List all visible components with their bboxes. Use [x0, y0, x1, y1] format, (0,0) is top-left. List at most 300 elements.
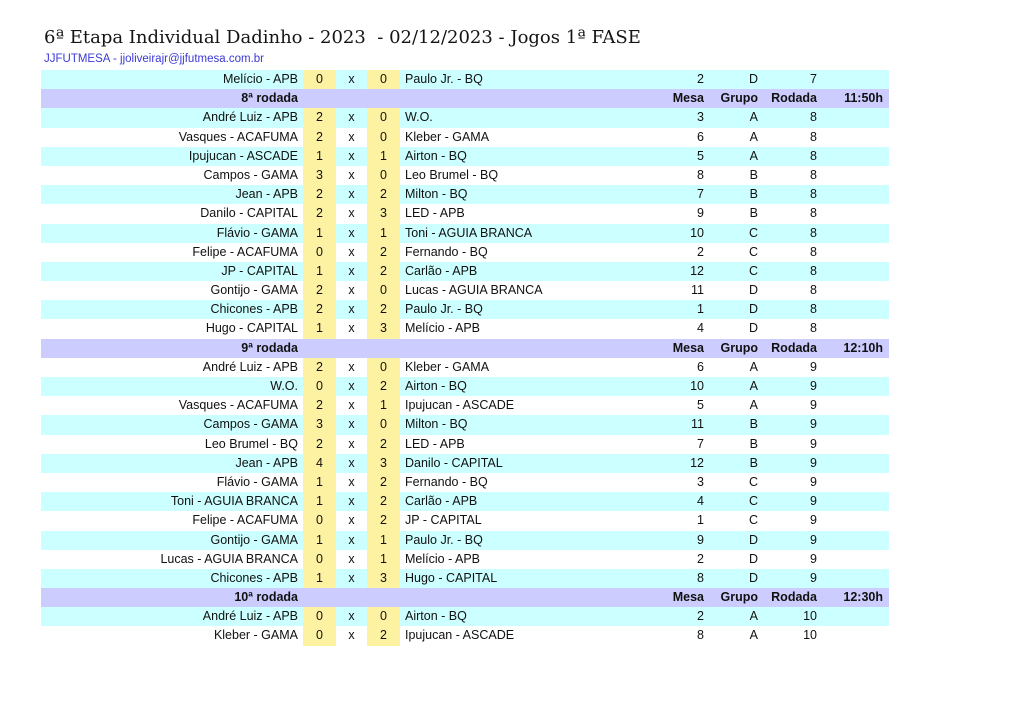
player2-name: Melício - APB	[405, 321, 481, 336]
empty-cell	[820, 550, 889, 569]
match-row	[41, 607, 889, 626]
rodada-value: 9	[810, 417, 817, 432]
grupo-value: C	[748, 513, 758, 528]
empty-cell	[820, 492, 889, 511]
rodada-value: 9	[810, 570, 817, 585]
grupo-value: A	[749, 379, 758, 393]
score-separator: x	[348, 417, 355, 432]
rodada-value: 7	[810, 72, 817, 86]
match-row	[41, 377, 889, 396]
round-header-row	[41, 89, 889, 108]
mesa-value: 4	[697, 494, 704, 509]
match-row	[41, 473, 889, 492]
empty-cell	[820, 396, 889, 415]
player1-score: 0	[303, 511, 336, 530]
player2-score: 0	[367, 166, 400, 185]
player2-name: Kleber - GAMA	[405, 359, 490, 374]
empty-cell	[820, 377, 889, 396]
player2-name: Milton - BQ	[405, 417, 468, 432]
player2-name: Airton - BQ	[405, 379, 467, 393]
mesa-value: 11	[691, 283, 704, 298]
empty-cell	[336, 89, 367, 108]
player2-score: 2	[367, 626, 400, 645]
mesa-value: 3	[697, 110, 704, 125]
grupo-value: B	[749, 167, 758, 182]
player1-score: 4	[303, 454, 336, 473]
rodada-value: 9	[810, 532, 817, 547]
round-label: 8ª rodada	[241, 91, 298, 106]
player2-name: Danilo - CAPITAL	[405, 455, 503, 470]
match-row	[41, 626, 889, 645]
grupo-header: Grupo	[720, 340, 758, 355]
player1-name: Vasques - ACAFUMA	[178, 129, 298, 144]
player1-name: W.O.	[270, 379, 298, 393]
match-row	[41, 166, 889, 185]
rodada-value: 8	[810, 321, 817, 336]
mesa-value: 8	[697, 570, 704, 585]
mesa-value: 9	[697, 532, 704, 547]
rodada-value: 8	[810, 302, 817, 317]
player2-score: 2	[367, 185, 400, 204]
rodada-value: 8	[810, 148, 817, 163]
rodada-value: 8	[810, 129, 817, 144]
match-row	[41, 358, 889, 377]
player2-score: 3	[367, 454, 400, 473]
player2-name: Carlão - APB	[405, 263, 478, 278]
player1-score: 2	[303, 358, 336, 377]
round-label: 9ª rodada	[241, 340, 298, 355]
player1-name: Felipe - ACAFUMA	[192, 513, 298, 528]
player1-score: 1	[303, 569, 336, 588]
player2-score: 1	[367, 550, 400, 569]
round-time: 12:30h	[843, 590, 883, 605]
rodada-value: 9	[810, 494, 817, 509]
empty-cell	[336, 588, 367, 607]
player1-score: 2	[303, 300, 336, 319]
score-separator: x	[348, 302, 355, 317]
empty-cell	[820, 358, 889, 377]
grupo-value: D	[748, 551, 758, 566]
match-row	[41, 511, 889, 530]
mesa-value: 2	[697, 609, 704, 624]
contact-email-link[interactable]: JJFUTMESA - jjoliveirajr@jjfutmesa.com.br	[44, 53, 264, 65]
player2-score: 2	[367, 300, 400, 319]
match-row	[41, 128, 889, 147]
player1-name: Jean - APB	[235, 455, 298, 470]
player1-score: 1	[303, 262, 336, 281]
rodada-value: 8	[810, 263, 817, 278]
match-row	[41, 224, 889, 243]
match-row	[41, 396, 889, 415]
player1-score: 0	[303, 377, 336, 396]
player1-name: Chicones - APB	[210, 302, 298, 317]
rodada-value: 8	[810, 167, 817, 182]
score-separator: x	[348, 379, 355, 393]
player1-score: 2	[303, 108, 336, 127]
grupo-value: C	[748, 494, 758, 509]
player2-score: 2	[367, 511, 400, 530]
player1-score: 2	[303, 396, 336, 415]
empty-cell	[367, 588, 400, 607]
player2-name: Carlão - APB	[405, 494, 478, 509]
empty-cell	[336, 339, 367, 358]
mesa-value: 2	[697, 244, 704, 259]
empty-cell	[820, 569, 889, 588]
player2-name: Kleber - GAMA	[405, 129, 490, 144]
rodada-value: 9	[810, 474, 817, 489]
score-separator: x	[348, 129, 355, 144]
grupo-value: B	[749, 436, 758, 451]
rodada-value: 8	[810, 206, 817, 221]
player2-score: 3	[367, 204, 400, 223]
player2-name: Hugo - CAPITAL	[405, 570, 498, 585]
grupo-value: D	[748, 532, 758, 547]
player2-score: 1	[367, 224, 400, 243]
mesa-value: 10	[690, 379, 704, 393]
match-row	[41, 147, 889, 166]
grupo-value: C	[748, 225, 758, 240]
grupo-header: Grupo	[720, 91, 758, 106]
grupo-value: D	[748, 302, 758, 317]
player2-name: Ipujucan - ASCADE	[405, 398, 515, 413]
empty-cell	[820, 454, 889, 473]
player2-score: 0	[367, 607, 400, 626]
player1-name: Toni - AGUIA BRANCA	[170, 494, 298, 509]
player2-name: LED - APB	[405, 436, 465, 451]
mesa-value: 9	[697, 206, 704, 221]
player2-name: Milton - BQ	[405, 187, 468, 202]
round-time: 11:50h	[844, 91, 883, 106]
round-header-row	[41, 588, 889, 607]
mesa-value: 6	[697, 129, 704, 144]
empty-cell	[820, 435, 889, 454]
grupo-value: B	[749, 417, 758, 432]
player1-name: Campos - GAMA	[203, 417, 298, 432]
rodada-value: 9	[810, 379, 817, 393]
match-row	[41, 70, 889, 89]
score-separator: x	[348, 398, 355, 413]
match-row	[41, 262, 889, 281]
rodada-value: 9	[810, 359, 817, 374]
player2-name: Airton - BQ	[405, 148, 467, 163]
grupo-value: A	[749, 359, 758, 374]
player2-name: LED - APB	[405, 206, 465, 221]
score-separator: x	[348, 263, 355, 278]
player2-name: Paulo Jr. - BQ	[405, 72, 483, 86]
player2-score: 0	[367, 70, 400, 89]
player1-name: Gontijo - GAMA	[210, 532, 298, 547]
player2-score: 2	[367, 377, 400, 396]
round-label: 10ª rodada	[234, 590, 298, 605]
mesa-value: 12	[690, 455, 704, 470]
grupo-value: B	[749, 206, 758, 221]
score-separator: x	[348, 532, 355, 547]
empty-cell	[400, 89, 660, 108]
grupo-value: B	[749, 455, 758, 470]
empty-cell	[303, 89, 336, 108]
match-row	[41, 415, 889, 434]
rodada-value: 10	[803, 628, 817, 643]
player1-score: 1	[303, 224, 336, 243]
grupo-value: A	[749, 110, 758, 125]
empty-cell	[820, 300, 889, 319]
rodada-header: Rodada	[771, 91, 817, 106]
match-row	[41, 550, 889, 569]
empty-cell	[367, 89, 400, 108]
player2-name: W.O.	[405, 110, 433, 125]
rodada-value: 9	[810, 398, 817, 413]
rodada-header: Rodada	[771, 340, 817, 355]
grupo-header: Grupo	[720, 590, 758, 605]
score-separator: x	[348, 225, 355, 240]
empty-cell	[820, 204, 889, 223]
player1-name: André Luiz - APB	[202, 110, 298, 125]
player2-score: 2	[367, 243, 400, 262]
match-row	[41, 319, 889, 338]
score-separator: x	[348, 494, 355, 509]
mesa-value: 2	[697, 551, 704, 566]
match-row	[41, 204, 889, 223]
grupo-value: D	[748, 283, 758, 298]
player1-score: 1	[303, 319, 336, 338]
round-time: 12:10h	[843, 340, 883, 355]
grupo-value: A	[749, 398, 758, 413]
mesa-value: 2	[697, 72, 704, 86]
player1-score: 1	[303, 473, 336, 492]
score-separator: x	[348, 187, 355, 202]
score-separator: x	[348, 359, 355, 374]
mesa-value: 3	[697, 474, 704, 489]
grupo-value: D	[748, 570, 758, 585]
player1-name: Flávio - GAMA	[216, 225, 298, 240]
grupo-value: B	[749, 187, 758, 202]
player1-score: 0	[303, 607, 336, 626]
grupo-value: A	[749, 129, 758, 144]
rodada-value: 8	[810, 244, 817, 259]
grupo-value: D	[748, 321, 758, 336]
score-separator: x	[348, 551, 355, 566]
score-separator: x	[348, 436, 355, 451]
player1-name: Felipe - ACAFUMA	[192, 244, 298, 259]
mesa-value: 4	[697, 321, 704, 336]
round-header-row	[41, 339, 889, 358]
player1-name: André Luiz - APB	[202, 609, 298, 624]
player1-score: 1	[303, 492, 336, 511]
empty-cell	[820, 185, 889, 204]
match-row	[41, 435, 889, 454]
match-row	[41, 108, 889, 127]
match-row	[41, 300, 889, 319]
score-separator: x	[348, 167, 355, 182]
match-row	[41, 243, 889, 262]
match-row	[41, 454, 889, 473]
player1-name: Chicones - APB	[210, 570, 298, 585]
mesa-value: 11	[691, 417, 704, 432]
player2-score: 2	[367, 262, 400, 281]
empty-cell	[820, 262, 889, 281]
grupo-value: D	[748, 72, 758, 86]
grupo-value: A	[749, 628, 758, 643]
player2-score: 1	[367, 396, 400, 415]
score-separator: x	[348, 244, 355, 259]
player1-name: Jean - APB	[235, 187, 298, 202]
rodada-value: 9	[810, 436, 817, 451]
player1-score: 2	[303, 435, 336, 454]
player1-name: Flávio - GAMA	[216, 474, 298, 489]
player2-score: 2	[367, 435, 400, 454]
player2-score: 0	[367, 108, 400, 127]
empty-cell	[820, 147, 889, 166]
score-separator: x	[348, 570, 355, 585]
player1-score: 0	[303, 550, 336, 569]
empty-cell	[400, 339, 660, 358]
empty-cell	[820, 511, 889, 530]
empty-cell	[400, 588, 660, 607]
player1-score: 0	[303, 70, 336, 89]
player1-score: 2	[303, 204, 336, 223]
player1-name: Gontijo - GAMA	[210, 283, 298, 298]
player1-name: Melício - APB	[222, 72, 298, 86]
mesa-header: Mesa	[672, 590, 704, 605]
grupo-value: A	[749, 609, 758, 624]
mesa-value: 7	[697, 187, 704, 202]
mesa-value: 5	[697, 398, 704, 413]
rodada-value: 9	[810, 455, 817, 470]
empty-cell	[303, 588, 336, 607]
empty-cell	[820, 531, 889, 550]
player2-score: 0	[367, 358, 400, 377]
player2-score: 3	[367, 319, 400, 338]
player1-score: 2	[303, 281, 336, 300]
page-title: 6ª Etapa Individual Dadinho - 2023 - 02/12/2023 - Jogos 1ª FASE	[44, 27, 641, 48]
player2-score: 2	[367, 492, 400, 511]
player1-score: 1	[303, 531, 336, 550]
player2-score: 1	[367, 531, 400, 550]
player1-score: 2	[303, 128, 336, 147]
empty-cell	[820, 108, 889, 127]
rodada-value: 8	[810, 187, 817, 202]
player2-name: Melício - APB	[405, 551, 481, 566]
player2-score: 0	[367, 128, 400, 147]
player1-name: Hugo - CAPITAL	[205, 321, 298, 336]
mesa-value: 12	[690, 263, 704, 278]
player1-name: Vasques - ACAFUMA	[178, 398, 298, 413]
empty-cell	[367, 339, 400, 358]
match-row	[41, 281, 889, 300]
score-separator: x	[348, 513, 355, 528]
match-row	[41, 569, 889, 588]
empty-cell	[820, 70, 889, 89]
player2-score: 2	[367, 473, 400, 492]
player1-name: Lucas - AGUIA BRANCA	[160, 551, 298, 566]
player2-score: 0	[367, 415, 400, 434]
player1-name: Kleber - GAMA	[213, 628, 298, 643]
player1-score: 1	[303, 147, 336, 166]
score-separator: x	[348, 283, 355, 298]
score-separator: x	[348, 110, 355, 125]
results-table	[41, 70, 889, 646]
mesa-value: 7	[697, 436, 704, 451]
player1-name: Ipujucan - ASCADE	[188, 148, 298, 163]
match-row	[41, 185, 889, 204]
empty-cell	[820, 128, 889, 147]
player1-score: 0	[303, 626, 336, 645]
empty-cell	[820, 243, 889, 262]
mesa-value: 5	[697, 148, 704, 163]
mesa-value: 1	[697, 513, 704, 528]
mesa-value: 8	[697, 167, 704, 182]
score-separator: x	[348, 455, 355, 470]
rodada-header: Rodada	[771, 590, 817, 605]
rodada-value: 10	[803, 609, 817, 624]
player1-score: 2	[303, 185, 336, 204]
match-row	[41, 531, 889, 550]
player2-name: Ipujucan - ASCADE	[405, 628, 515, 643]
rodada-value: 8	[810, 283, 817, 298]
empty-cell	[820, 626, 889, 645]
player2-name: Airton - BQ	[405, 609, 467, 624]
score-separator: x	[348, 72, 355, 86]
grupo-value: A	[749, 148, 758, 163]
score-separator: x	[348, 474, 355, 489]
rodada-value: 9	[810, 513, 817, 528]
player1-name: JP - CAPITAL	[221, 263, 298, 278]
mesa-header: Mesa	[672, 340, 704, 355]
empty-cell	[820, 319, 889, 338]
empty-cell	[820, 473, 889, 492]
player1-name: Leo Brumel - BQ	[204, 436, 298, 451]
empty-cell	[820, 224, 889, 243]
player2-name: JP - CAPITAL	[405, 513, 482, 528]
score-separator: x	[348, 609, 355, 624]
empty-cell	[820, 415, 889, 434]
empty-cell	[303, 339, 336, 358]
score-separator: x	[348, 206, 355, 221]
empty-cell	[820, 607, 889, 626]
player2-score: 0	[367, 281, 400, 300]
grupo-value: C	[748, 474, 758, 489]
player1-score: 0	[303, 243, 336, 262]
grupo-value: C	[748, 263, 758, 278]
player1-score: 3	[303, 166, 336, 185]
player2-score: 1	[367, 147, 400, 166]
player2-name: Paulo Jr. - BQ	[405, 302, 483, 317]
player2-name: Fernando - BQ	[405, 244, 488, 259]
player2-name: Toni - AGUIA BRANCA	[405, 225, 533, 240]
grupo-value: C	[748, 244, 758, 259]
mesa-value: 1	[697, 302, 704, 317]
rodada-value: 8	[810, 225, 817, 240]
mesa-value: 6	[697, 359, 704, 374]
match-row	[41, 492, 889, 511]
player1-name: Danilo - CAPITAL	[200, 206, 298, 221]
player1-score: 3	[303, 415, 336, 434]
player2-name: Lucas - AGUIA BRANCA	[405, 283, 543, 298]
mesa-value: 8	[697, 628, 704, 643]
score-separator: x	[348, 148, 355, 163]
rodada-value: 8	[810, 110, 817, 125]
empty-cell	[820, 281, 889, 300]
mesa-value: 10	[690, 225, 704, 240]
player1-name: André Luiz - APB	[202, 359, 298, 374]
mesa-header: Mesa	[672, 91, 704, 106]
player2-name: Paulo Jr. - BQ	[405, 532, 483, 547]
score-separator: x	[348, 628, 355, 643]
player2-name: Fernando - BQ	[405, 474, 488, 489]
player1-name: Campos - GAMA	[203, 167, 298, 182]
player2-score: 3	[367, 569, 400, 588]
rodada-value: 9	[810, 551, 817, 566]
